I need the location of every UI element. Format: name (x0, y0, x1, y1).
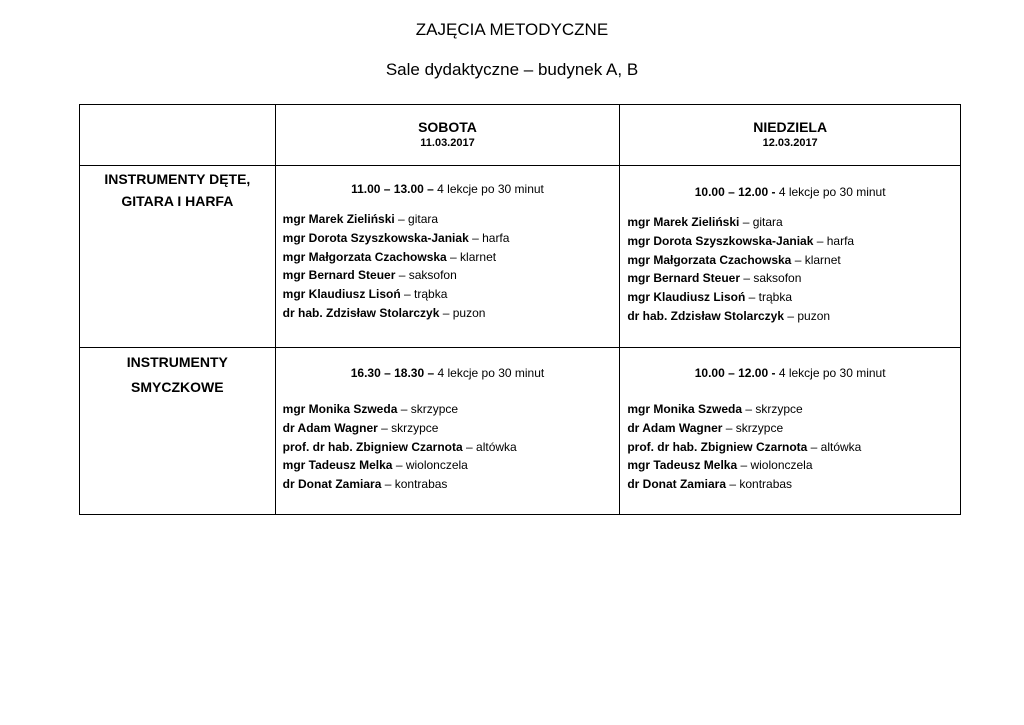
session-cell (620, 166, 961, 348)
category-cell (80, 166, 276, 348)
category-label-line2: SMYCZKOWE (131, 379, 224, 395)
day-header-sunday (620, 105, 961, 166)
list-item: mgr Tadeusz Melka – wiolonczela (627, 458, 813, 473)
day-name: NIEDZIELA (753, 119, 828, 135)
list-item: mgr Dorota Szyszkowska-Janiak – harfa (627, 233, 855, 248)
day-date: 12.03.2017 (762, 137, 818, 149)
day-header-saturday (275, 105, 620, 166)
list-item: mgr Małgorzata Czachowska – klarnet (627, 252, 841, 267)
teacher-list (620, 213, 960, 326)
list-item: mgr Bernard Steuer – saksofon (627, 271, 802, 286)
schedule-table (79, 104, 961, 515)
session-time: 16.30 – 18.30 – 4 lekcje po 30 minut (350, 366, 545, 380)
category-label-line1: INSTRUMENTY (126, 354, 228, 370)
list-item: dr hab. Zdzisław Stolarczyk – puzon (282, 305, 486, 320)
list-item: mgr Dorota Szyszkowska-Janiak – harfa (282, 230, 510, 245)
list-item: mgr Marek Zieliński – gitara (627, 215, 783, 229)
list-item: dr Adam Wagner – skrzypce (627, 420, 784, 435)
list-item: dr Donat Zamiara – kontrabas (627, 477, 793, 492)
table-row-strings (80, 348, 961, 515)
day-date: 11.03.2017 (420, 137, 475, 149)
teacher-list (620, 400, 960, 494)
list-item: mgr Monika Szweda – skrzypce (627, 402, 803, 416)
list-item: mgr Małgorzata Czachowska – klarnet (282, 249, 497, 264)
list-item: mgr Marek Zieliński – gitara (282, 212, 439, 226)
header-row (80, 105, 961, 166)
day-name: SOBOTA (418, 119, 477, 135)
session-cell (620, 348, 961, 515)
empty-header-cell (80, 105, 276, 166)
list-item: prof. dr hab. Zbigniew Czarnota – altówka (627, 439, 862, 454)
list-item: dr Donat Zamiara – kontrabas (282, 477, 448, 492)
list-item: dr hab. Zdzisław Stolarczyk – puzon (627, 308, 831, 323)
list-item: mgr Klaudiusz Lisoń – trąbka (282, 287, 448, 302)
session-cell (275, 348, 620, 515)
session-time: 11.00 – 13.00 – 4 lekcje po 30 minut (351, 182, 544, 196)
session-time: 10.00 – 12.00 - 4 lekcje po 30 minut (694, 366, 886, 380)
page-title: ZAJĘCIA METODYCZNE (415, 20, 609, 39)
category-cell (80, 348, 276, 515)
session-cell (275, 166, 620, 348)
list-item: mgr Bernard Steuer – saksofon (282, 268, 457, 283)
teacher-list (276, 400, 620, 494)
category-label-line1: INSTRUMENTY DĘTE, (104, 171, 251, 187)
list-item: mgr Klaudiusz Lisoń – trąbka (627, 290, 793, 305)
session-time: 10.00 – 12.00 - 4 lekcje po 30 minut (694, 185, 886, 199)
category-label-line2: GITARA I HARFA (121, 193, 234, 209)
list-item: mgr Tadeusz Melka – wiolonczela (282, 458, 468, 473)
list-item: dr Adam Wagner – skrzypce (282, 420, 439, 435)
teacher-list (276, 210, 620, 323)
table-row-wind-guitar-harp (80, 166, 961, 348)
list-item: mgr Monika Szweda – skrzypce (282, 402, 459, 416)
page-subtitle: Sale dydaktyczne – budynek A, B (385, 60, 639, 79)
list-item: prof. dr hab. Zbigniew Czarnota – altówka (282, 439, 517, 454)
